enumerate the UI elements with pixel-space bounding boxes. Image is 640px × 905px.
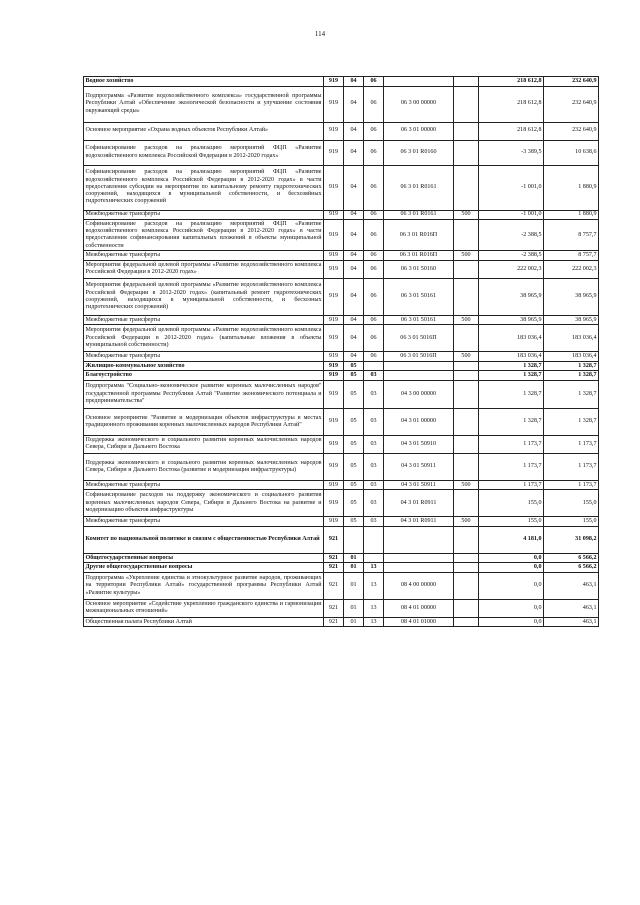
row-subsection <box>364 526 384 553</box>
row-sum-2: 1 328,7 <box>544 361 599 371</box>
row-sum-2: 183 036,4 <box>544 352 599 362</box>
table-row <box>84 210 599 220</box>
row-sum-2: 1 173,7 <box>544 435 599 453</box>
row-sum-2: 232 640,9 <box>544 86 599 122</box>
row-section: 04 <box>344 315 364 325</box>
row-name: Поддержка экономического и социального развития коренных малочисленных народов Севера, Сибири и Дальнего Востока <box>84 435 324 453</box>
row-name: Подпрограмма «Укрепление единства и этнокультурное развитие народов, проживающих на территории Республики Алтай» государственной программы Республики Алтай «Развитие культуры» <box>84 572 324 599</box>
row-target-article: 04 3 01 50911 <box>384 480 454 490</box>
row-name: Благоустройство <box>84 371 324 381</box>
row-subsection <box>364 553 384 563</box>
row-sum-2: 463,1 <box>544 617 599 627</box>
row-sum-2: 31 098,2 <box>544 526 599 553</box>
table-row <box>84 325 599 352</box>
row-name: Межбюджетные трансферты <box>84 517 324 527</box>
row-sum-1: 1 328,7 <box>479 361 544 371</box>
row-grbs: 919 <box>324 140 344 165</box>
row-expense-type: 500 <box>454 352 479 362</box>
row-section: 04 <box>344 352 364 362</box>
row-section: 05 <box>344 453 364 480</box>
table-row <box>84 435 599 453</box>
row-expense-type <box>454 408 479 435</box>
row-sum-1: 1 173,7 <box>479 435 544 453</box>
row-target-article: 04 3 01 50910 <box>384 435 454 453</box>
row-sum-1: 0,0 <box>479 553 544 563</box>
row-grbs: 919 <box>324 122 344 140</box>
row-sum-1: 0,0 <box>479 563 544 573</box>
row-grbs: 919 <box>324 220 344 251</box>
row-subsection: 03 <box>364 435 384 453</box>
row-target-article: 06 3 01 5016П <box>384 352 454 362</box>
row-section <box>344 526 364 553</box>
row-sum-2: 463,1 <box>544 599 599 617</box>
table-row <box>84 617 599 627</box>
row-expense-type <box>454 165 479 210</box>
row-grbs: 919 <box>324 86 344 122</box>
row-sum-2: 183 036,4 <box>544 325 599 352</box>
row-expense-type <box>454 453 479 480</box>
budget-table <box>83 76 599 627</box>
row-sum-1: 4 181,0 <box>479 526 544 553</box>
row-name: Комитет по национальной политике и связям с общественностью Республики Алтай <box>84 526 324 553</box>
row-section: 04 <box>344 210 364 220</box>
row-grbs: 919 <box>324 490 344 517</box>
row-target-article: 08 4 01 01000 <box>384 617 454 627</box>
table-row <box>84 86 599 122</box>
row-grbs: 919 <box>324 325 344 352</box>
row-name: Другие общегосударственные вопросы <box>84 563 324 573</box>
row-expense-type <box>454 572 479 599</box>
table-row <box>84 408 599 435</box>
row-grbs: 919 <box>324 352 344 362</box>
row-subsection: 03 <box>364 517 384 527</box>
row-target-article: 04 3 01 00000 <box>384 408 454 435</box>
row-target-article: 06 3 01 5016П <box>384 325 454 352</box>
row-sum-1: 155,0 <box>479 517 544 527</box>
row-section: 01 <box>344 572 364 599</box>
row-name: Водное хозяйство <box>84 77 324 87</box>
row-sum-1: -2 388,5 <box>479 220 544 251</box>
row-sum-2: 222 002,3 <box>544 260 599 278</box>
row-subsection: 06 <box>364 352 384 362</box>
row-grbs: 919 <box>324 278 344 315</box>
row-section: 05 <box>344 490 364 517</box>
row-name: Мероприятия федеральной целевой программы «Развитие водохозяйственного комплекса Российской Федерации в 2012-2020 годах» <box>84 260 324 278</box>
row-grbs: 919 <box>324 165 344 210</box>
row-subsection: 06 <box>364 140 384 165</box>
row-subsection: 03 <box>364 380 384 408</box>
row-sum-1: 218 612,8 <box>479 77 544 87</box>
row-target-article <box>384 553 454 563</box>
row-grbs: 919 <box>324 480 344 490</box>
row-target-article: 06 3 01 R016П <box>384 251 454 261</box>
row-sum-2: 38 965,9 <box>544 278 599 315</box>
row-expense-type <box>454 122 479 140</box>
table-row <box>84 260 599 278</box>
row-subsection: 13 <box>364 572 384 599</box>
row-section: 05 <box>344 371 364 381</box>
table-row <box>84 490 599 517</box>
row-subsection: 06 <box>364 165 384 210</box>
row-target-article <box>384 371 454 381</box>
row-grbs: 919 <box>324 453 344 480</box>
row-target-article: 04 3 01 R0911 <box>384 490 454 517</box>
row-sum-1: 0,0 <box>479 617 544 627</box>
row-grbs: 919 <box>324 517 344 527</box>
row-sum-1: 1 328,7 <box>479 371 544 381</box>
row-section: 05 <box>344 380 364 408</box>
row-section: 01 <box>344 563 364 573</box>
table-row <box>84 371 599 381</box>
row-name: Софинансирование расходов на реализацию мероприятий ФЦП «Развитие водохозяйственного комплекса Российской Федерации в 2012-2020 годах» в части предоставления софинансирования капитальных вложений в объекты муниципальной собственности <box>84 220 324 251</box>
row-expense-type <box>454 220 479 251</box>
row-section: 01 <box>344 599 364 617</box>
row-name: Общегосударственные вопросы <box>84 553 324 563</box>
row-subsection: 13 <box>364 617 384 627</box>
row-target-article: 06 3 01 R0161 <box>384 210 454 220</box>
row-sum-1: 1 173,7 <box>479 453 544 480</box>
row-sum-1: -1 001,0 <box>479 165 544 210</box>
table-row <box>84 480 599 490</box>
row-name: Поддержка экономического и социального развития коренных малочисленных народов Севера, Сибири и Дальнего Востока (развитие и модернизация инфраструктуры) <box>84 453 324 480</box>
row-subsection: 13 <box>364 599 384 617</box>
row-sum-2: 10 638,6 <box>544 140 599 165</box>
row-name: Софинансирование расходов на поддержку экономического и социального развития коренных малочисленных народов Севера, Сибири и Дальнего Востока на развитие и модернизацию объектов инфраструктуры <box>84 490 324 517</box>
row-target-article: 06 3 01 R0160 <box>384 140 454 165</box>
row-section: 04 <box>344 251 364 261</box>
row-grbs: 921 <box>324 617 344 627</box>
table-row <box>84 380 599 408</box>
row-name: Основное мероприятие «Охрана водных объектов Республики Алтай» <box>84 122 324 140</box>
row-name: Общественная палата Республики Алтай <box>84 617 324 627</box>
table-row <box>84 453 599 480</box>
row-expense-type <box>454 86 479 122</box>
row-grbs: 919 <box>324 77 344 87</box>
row-sum-2: 1 328,7 <box>544 371 599 381</box>
table-row <box>84 352 599 362</box>
row-section: 01 <box>344 617 364 627</box>
row-subsection: 06 <box>364 220 384 251</box>
row-target-article: 08 4 01 00000 <box>384 599 454 617</box>
row-expense-type <box>454 361 479 371</box>
table-row <box>84 77 599 87</box>
row-grbs: 919 <box>324 371 344 381</box>
row-name: Межбюджетные трансферты <box>84 352 324 362</box>
row-target-article: 04 3 01 50911 <box>384 453 454 480</box>
row-grbs: 919 <box>324 380 344 408</box>
row-subsection: 06 <box>364 278 384 315</box>
row-name: Межбюджетные трансферты <box>84 251 324 261</box>
row-name: Софинансирование расходов на реализацию мероприятий ФЦП «Развитие водохозяйственного комплекса Российской Федерации в 2012-2020 годах» <box>84 140 324 165</box>
row-sum-2: 8 757,7 <box>544 251 599 261</box>
row-name: Межбюджетные трансферты <box>84 210 324 220</box>
row-sum-1: 38 965,9 <box>479 278 544 315</box>
row-target-article: 06 3 01 R016П <box>384 220 454 251</box>
row-subsection: 03 <box>364 453 384 480</box>
row-target-article <box>384 526 454 553</box>
row-grbs: 919 <box>324 315 344 325</box>
row-section: 04 <box>344 86 364 122</box>
row-subsection: 03 <box>364 408 384 435</box>
row-section: 04 <box>344 165 364 210</box>
row-sum-1: 218 612,8 <box>479 122 544 140</box>
row-sum-1: 155,0 <box>479 490 544 517</box>
row-section: 05 <box>344 480 364 490</box>
row-sum-2: 1 173,7 <box>544 453 599 480</box>
table-row <box>84 315 599 325</box>
row-sum-1: 218 612,8 <box>479 86 544 122</box>
table-row <box>84 599 599 617</box>
row-grbs: 921 <box>324 599 344 617</box>
row-expense-type <box>454 526 479 553</box>
row-sum-2: 1 880,9 <box>544 210 599 220</box>
row-target-article: 06 3 00 00000 <box>384 86 454 122</box>
row-section: 05 <box>344 435 364 453</box>
table-row <box>84 165 599 210</box>
table-row <box>84 517 599 527</box>
row-expense-type <box>454 371 479 381</box>
row-sum-1: 38 965,9 <box>479 315 544 325</box>
row-sum-1: -2 388,5 <box>479 251 544 261</box>
row-subsection: 03 <box>364 480 384 490</box>
row-sum-2: 232 640,9 <box>544 77 599 87</box>
row-section: 04 <box>344 260 364 278</box>
row-expense-type <box>454 617 479 627</box>
row-grbs: 919 <box>324 435 344 453</box>
row-sum-1: 1 173,7 <box>479 480 544 490</box>
row-subsection: 06 <box>364 77 384 87</box>
row-target-article <box>384 77 454 87</box>
row-grbs: 921 <box>324 563 344 573</box>
row-expense-type <box>454 260 479 278</box>
row-expense-type <box>454 599 479 617</box>
row-target-article: 08 4 00 00000 <box>384 572 454 599</box>
row-name: Основное мероприятие «Содействие укреплению гражданского единства и гармонизации межнациональных отношений» <box>84 599 324 617</box>
row-grbs: 919 <box>324 408 344 435</box>
row-name: Подпрограмма «Развитие водохозяйственного комплекса» государственной программы Республики Алтай «Обеспечение экологической безопасности и улучшение состояния окружающей среды» <box>84 86 324 122</box>
row-expense-type <box>454 325 479 352</box>
page-number: 114 <box>314 30 326 38</box>
row-expense-type <box>454 140 479 165</box>
row-target-article <box>384 563 454 573</box>
row-section: 05 <box>344 408 364 435</box>
row-sum-1: 183 036,4 <box>479 352 544 362</box>
row-expense-type <box>454 490 479 517</box>
row-target-article: 06 3 01 50161 <box>384 278 454 315</box>
row-subsection: 06 <box>364 325 384 352</box>
row-section: 04 <box>344 325 364 352</box>
row-target-article: 04 3 00 00000 <box>384 380 454 408</box>
row-expense-type <box>454 553 479 563</box>
row-expense-type: 500 <box>454 315 479 325</box>
row-section: 05 <box>344 361 364 371</box>
row-subsection: 03 <box>364 490 384 517</box>
table-row <box>84 278 599 315</box>
row-grbs: 919 <box>324 251 344 261</box>
row-target-article: 06 3 01 R0161 <box>384 165 454 210</box>
row-grbs: 919 <box>324 260 344 278</box>
row-section: 01 <box>344 553 364 563</box>
row-sum-1: -3 389,5 <box>479 140 544 165</box>
row-name: Софинансирование расходов на реализацию мероприятий ФЦП «Развитие водохозяйственного комплекса Российской Федерации в 2012-2020 годах» в части предоставления субсидии на мероприятия по капитальному ремонту гидротехнических сооружений, находящихся в муниципальной собственности, и бесхозяйных гидротехнических сооружений <box>84 165 324 210</box>
row-section: 04 <box>344 122 364 140</box>
row-grbs: 919 <box>324 361 344 371</box>
table-row <box>84 553 599 563</box>
row-subsection: 13 <box>364 563 384 573</box>
row-section: 04 <box>344 278 364 315</box>
table-row <box>84 361 599 371</box>
row-target-article: 06 3 01 00000 <box>384 122 454 140</box>
row-subsection <box>364 361 384 371</box>
row-sum-2: 6 566,2 <box>544 563 599 573</box>
row-expense-type <box>454 380 479 408</box>
row-sum-2: 463,1 <box>544 572 599 599</box>
row-subsection: 03 <box>364 371 384 381</box>
row-sum-1: 0,0 <box>479 599 544 617</box>
table-row <box>84 251 599 261</box>
row-target-article: 06 3 01 50161 <box>384 315 454 325</box>
row-expense-type: 500 <box>454 210 479 220</box>
table-row <box>84 526 599 553</box>
row-sum-2: 155,0 <box>544 517 599 527</box>
row-section: 04 <box>344 220 364 251</box>
row-subsection: 06 <box>364 260 384 278</box>
row-target-article: 04 3 01 R0911 <box>384 517 454 527</box>
row-name: Жилищно-коммунальное хозяйство <box>84 361 324 371</box>
row-name: Подпрограмма "Социально-экономическое развитие коренных малочисленных народов" государственной программы Республики Алтай "Развитие экономического потенциала и предпринимательства" <box>84 380 324 408</box>
row-section: 05 <box>344 517 364 527</box>
row-expense-type: 500 <box>454 251 479 261</box>
row-subsection: 06 <box>364 210 384 220</box>
row-section: 04 <box>344 140 364 165</box>
row-subsection: 06 <box>364 86 384 122</box>
row-sum-2: 155,0 <box>544 490 599 517</box>
row-sum-1: 1 328,7 <box>479 380 544 408</box>
row-sum-2: 8 757,7 <box>544 220 599 251</box>
row-sum-1: 1 328,7 <box>479 408 544 435</box>
row-expense-type <box>454 435 479 453</box>
row-sum-2: 1 328,7 <box>544 380 599 408</box>
row-sum-1: 183 036,4 <box>479 325 544 352</box>
row-expense-type: 500 <box>454 480 479 490</box>
row-grbs: 919 <box>324 210 344 220</box>
row-expense-type: 500 <box>454 517 479 527</box>
row-grbs: 921 <box>324 553 344 563</box>
row-expense-type <box>454 563 479 573</box>
row-grbs: 921 <box>324 572 344 599</box>
row-name: Основное мероприятие "Развитие и модернизация объектов инфраструктуры в местах традиционного проживания коренных малочисленных народов Республики Алтай" <box>84 408 324 435</box>
row-subsection: 06 <box>364 251 384 261</box>
table-row <box>84 572 599 599</box>
row-sum-2: 1 328,7 <box>544 408 599 435</box>
budget-table-body <box>84 77 599 627</box>
row-sum-1: 222 002,3 <box>479 260 544 278</box>
row-subsection: 06 <box>364 315 384 325</box>
row-subsection: 06 <box>364 122 384 140</box>
row-sum-2: 232 640,9 <box>544 122 599 140</box>
row-sum-2: 38 965,9 <box>544 315 599 325</box>
table-row <box>84 140 599 165</box>
row-expense-type <box>454 77 479 87</box>
row-grbs: 921 <box>324 526 344 553</box>
row-section: 04 <box>344 77 364 87</box>
row-target-article: 06 3 01 50160 <box>384 260 454 278</box>
row-sum-2: 6 566,2 <box>544 553 599 563</box>
table-row <box>84 122 599 140</box>
row-name: Мероприятия федеральной целевой программы «Развитие водохозяйственного комплекса Российской Федерации в 2012-2020 годах» (капитальный ремонт гидротехнических сооружений, находящихся в муниципальной собственности, и бесхозных гидротехнических сооружений) <box>84 278 324 315</box>
table-row <box>84 220 599 251</box>
row-sum-2: 1 880,9 <box>544 165 599 210</box>
row-sum-2: 1 173,7 <box>544 480 599 490</box>
row-expense-type <box>454 278 479 315</box>
row-name: Межбюджетные трансферты <box>84 315 324 325</box>
row-sum-1: 0,0 <box>479 572 544 599</box>
row-target-article <box>384 361 454 371</box>
row-sum-1: -1 001,0 <box>479 210 544 220</box>
table-row <box>84 563 599 573</box>
row-name: Мероприятия федеральной целевой программы «Развитие водохозяйственного комплекса Российской Федерации в 2012-2020 годах» (капитальные вложения в объекты муниципальной собственности) <box>84 325 324 352</box>
row-name: Межбюджетные трансферты <box>84 480 324 490</box>
